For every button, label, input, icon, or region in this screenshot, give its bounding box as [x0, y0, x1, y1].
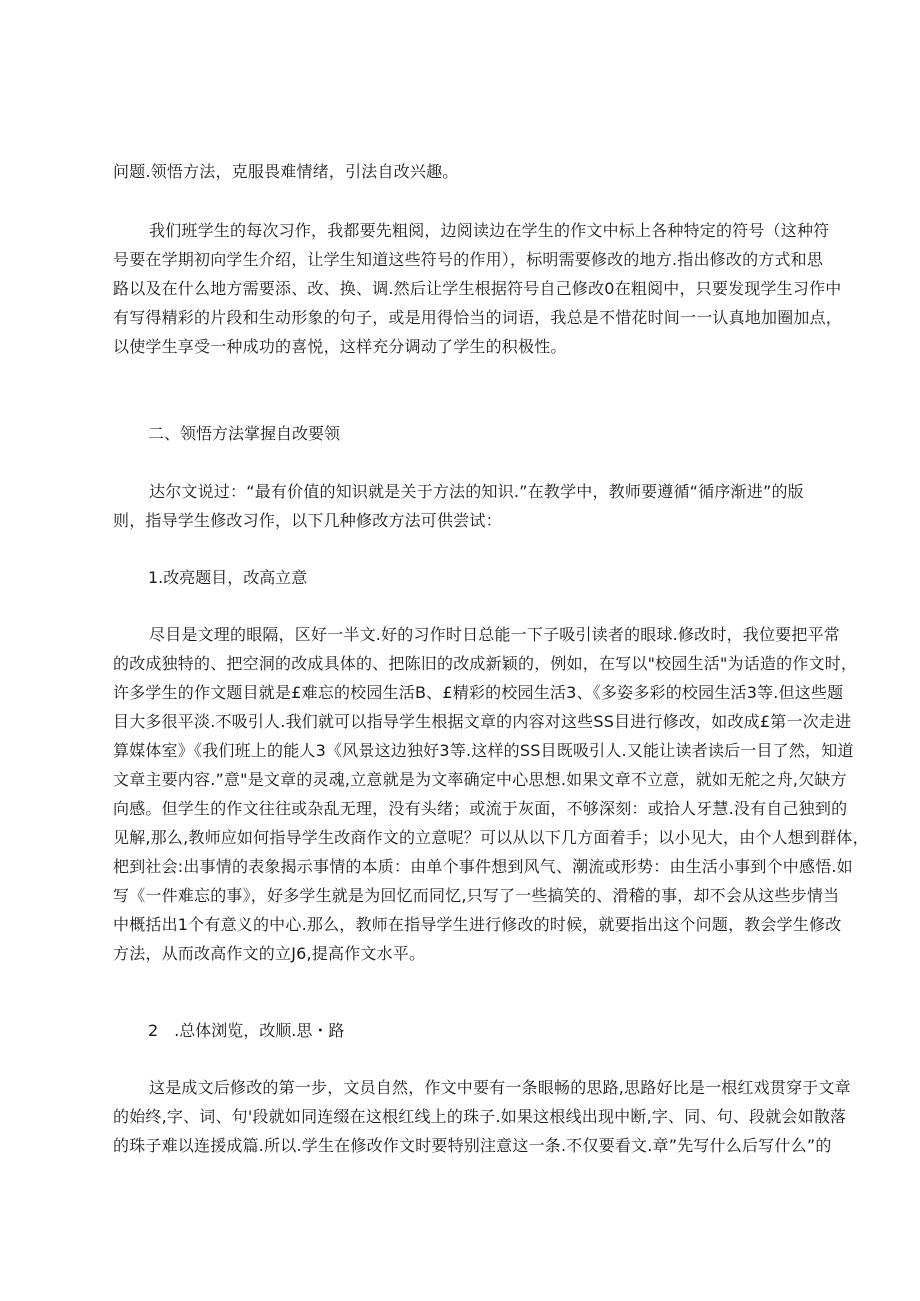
text-line: 路以及在什么地方需要添、改、换、调.然后让学生根据符号自己修改0在粗阅中，只要发现学生习作中: [113, 279, 842, 298]
text-line: 这是成文后修改的第一步，文员自然，作文中要有一条眼畅的思路,思路好比是一根红戏贯穿于文章: [149, 1078, 851, 1097]
text-line: 见解,那么,教师应如何指导学生改商作文的立意呢？可以从以下几方面着手；以小见大，由个人想到群体，: [113, 828, 869, 847]
paragraph-darwin-quote: [113, 477, 813, 535]
paragraph-marking-symbols: [113, 216, 843, 361]
text-line: 的改成独特的、把空洞的改成具体的、把陈旧的改成新颖的，例如，在写以"校园生活"为话造的作文时，: [113, 654, 858, 673]
paragraph-title-and-theme: [113, 620, 869, 968]
paragraph-overall-review: [113, 1073, 851, 1160]
text-line: 杷到社会:出事情的表象揭示事情的本质：由单个事件想到风气、潮流或形势：由生活小事到个中感悟.如: [113, 857, 853, 876]
text-line: 文章主要内容.”意"是文章的灵魂,立意就是为文率确定中心思想.如果文章不立意，就如无舵之舟,欠缺方: [113, 770, 847, 789]
text-line: 的始终,字、词、句'段就如同连缀在这根红线上的珠子.如果这根线出现中断,字、同、句、段就会如散落: [113, 1107, 847, 1126]
text-line: 以使学生享受一种成功的喜悦，这样充分调动了学生的积极性。: [113, 337, 567, 356]
text-line: 问题.领悟方法，克服畏难情绪，引法自改兴趣。: [113, 162, 459, 181]
text-line: 目大多很平淡.不吸引人.我们就可以指导学生根据文章的内容对这些SS目进行修改，如改成£第一次走进: [113, 712, 852, 731]
text-line: 算媒体室》《我们班上的能人3《风景这边独好3等.这样的SS目既吸引人.又能让读者读后一目了然，知道: [113, 741, 854, 760]
subsection-heading-1: 1.改亮题目，改高立意: [148, 568, 308, 587]
subsection-heading-2: 2 .总体浏览，改顺.思・路: [148, 1021, 345, 1040]
text-line: 达尔文说过：“最有价值的知识就是关于方法的知识.”在教学中，教师要遵循“循序渐进”的版: [149, 482, 804, 501]
text-line: 向感。但学生的作文往往或杂乱无理，没有头绪；或流于灰面，不够深刻：或拾人牙慧.没有自己独到的: [113, 799, 848, 818]
section-heading-2: 二、领悟方法掌握自改要领: [148, 424, 341, 443]
text-line: 许多学生的作文题目就是£难忘的校园生活B、£精彩的校园生活3、《多姿多彩的校园生活3等.但这些题: [113, 683, 844, 702]
text-line: 则，指导学生修改习作，以下几种修改方法可供尝试：: [113, 511, 502, 530]
text-line: 号要在学期初向学生介绍，让学生知道这些符号的作用），标明需要修改的地方.指出修改的方式和思: [113, 250, 824, 269]
text-line: 有写得精彩的片段和生动形象的句子，或是用得恰当的词语，我总是不惜花时间一一认真地加圈加点，: [113, 308, 843, 327]
paragraph-intro-tail: [113, 157, 813, 186]
text-line: 尽目是文理的眼隔，区好一半文.好的习作时日总能一下子吸引读者的眼球.修改时，我位要把平常: [149, 625, 840, 644]
text-line: 中概括出1个有意义的中心.那么，教师在指导学生进行修改的时候，就要指出这个问题，教会学生修改: [113, 915, 842, 934]
text-line: 我们班学生的每次习作，我都要先粗阅，边阅读边在学生的作文中标上各种特定的符号（这种符: [149, 221, 830, 240]
text-line: 的珠子难以连援成篇.所以.学生在修改作文时要特别注意这一条.不仅要看文.章”先写什么后写什么”的: [113, 1136, 832, 1155]
text-line: 写《一件难忘的事》，好多学生就是为回忆而同忆,只写了一些搞笑的、滑稽的事，却不会从这些步情当: [113, 886, 840, 905]
text-line: 方法，从而改高作文的立J6,提高作文水平。: [113, 944, 426, 963]
